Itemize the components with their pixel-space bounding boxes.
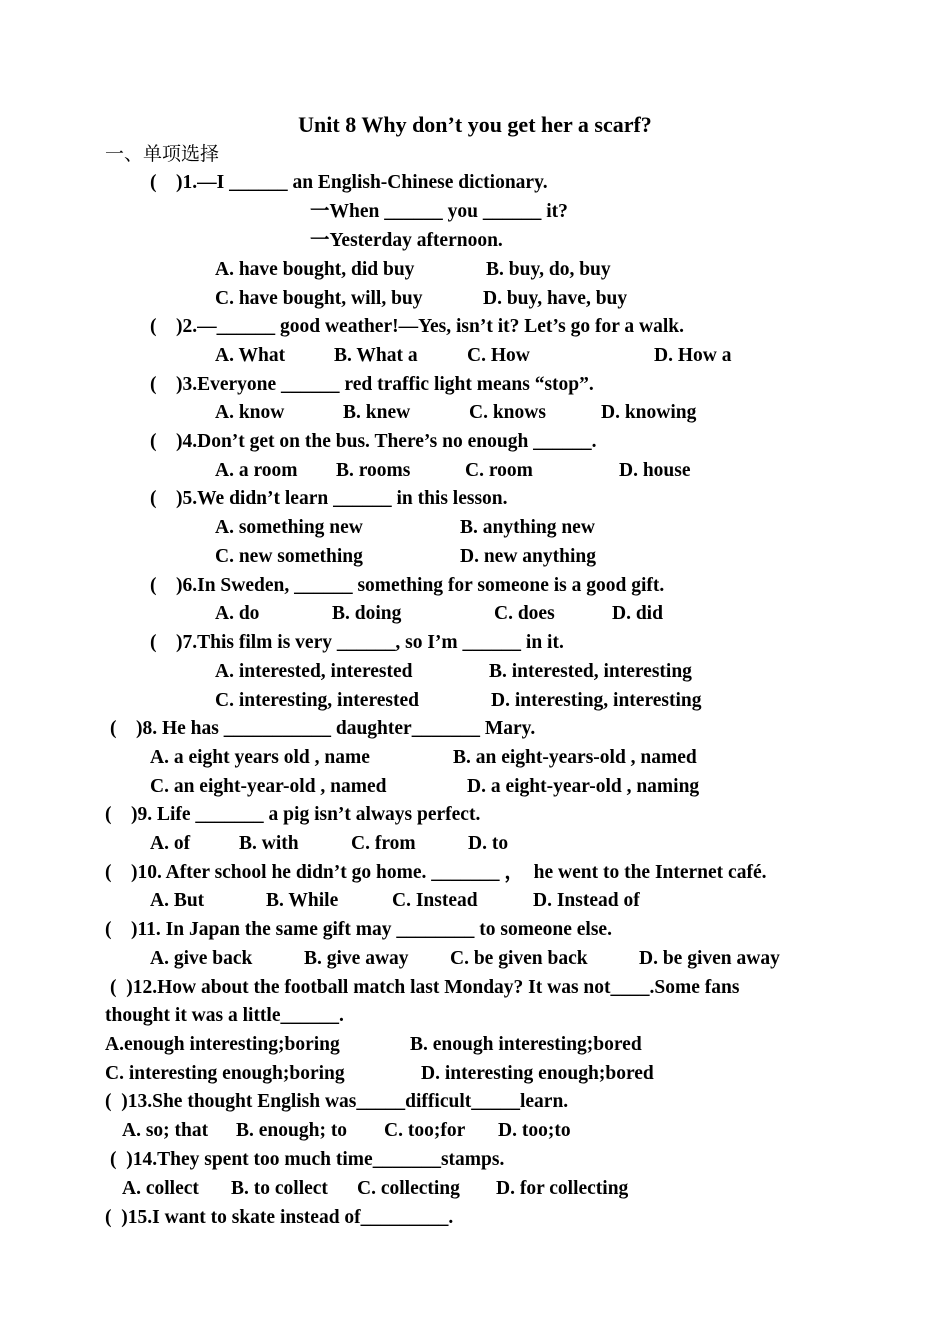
- option-b: B. doing: [332, 603, 402, 624]
- option-d: D. too;to: [498, 1120, 571, 1141]
- option-c: C. Instead: [392, 890, 478, 911]
- option-c: C. knows: [469, 402, 546, 423]
- question-9-stem: ( )9. Life _______ a pig isn’t always perfect.: [105, 804, 481, 825]
- option-a: A. give back: [150, 948, 253, 969]
- option-a: A. a eight years old , name: [150, 747, 370, 768]
- option-c: C. from: [351, 833, 416, 854]
- question-8-stem: ( )8. He has ___________ daughter_______ Mary.: [110, 718, 536, 739]
- question-1-stem: ( )1.—I ______ an English-Chinese dictionary.: [150, 172, 548, 193]
- option-c: C. have bought, will, buy: [215, 288, 423, 309]
- option-a: A. collect: [122, 1178, 199, 1199]
- option-d: D. interesting, interesting: [491, 690, 702, 711]
- option-b: B. give away: [304, 948, 409, 969]
- option-a: A. do: [215, 603, 260, 624]
- option-c: C. interesting enough;boring: [105, 1063, 345, 1084]
- option-b: B. enough; to: [236, 1120, 348, 1141]
- question-5-stem: ( )5.We didn’t learn ______ in this lesson.: [150, 488, 508, 509]
- option-d: D. buy, have, buy: [483, 288, 628, 309]
- option-d: D. house: [619, 460, 691, 481]
- option-b: B. to collect: [231, 1178, 328, 1199]
- option-b: B. enough interesting;bored: [410, 1034, 642, 1055]
- option-d: D. knowing: [601, 402, 697, 423]
- option-d: D. How a: [654, 345, 732, 366]
- option-c: C. too;for: [384, 1120, 466, 1141]
- option-d: D. be given away: [639, 948, 780, 969]
- question-6-stem: ( )6.In Sweden, ______ something for someone is a good gift.: [150, 575, 665, 596]
- option-b: B. rooms: [336, 460, 411, 481]
- option-a: A. But: [150, 890, 205, 911]
- option-c: C. collecting: [357, 1178, 460, 1199]
- option-a: A. know: [215, 402, 285, 423]
- question-4-stem: ( )4.Don’t get on the bus. There’s no enough ______.: [150, 431, 597, 452]
- option-c: C. interesting, interested: [215, 690, 419, 711]
- option-d: D. to: [468, 833, 509, 854]
- option-a: A. What: [215, 345, 286, 366]
- section-heading: 一、单项选择: [105, 143, 220, 165]
- option-a: A. something new: [215, 517, 363, 538]
- option-a: A. a room: [215, 460, 298, 481]
- option-a: A. interested, interested: [215, 661, 413, 682]
- option-a: A. have bought, did buy: [215, 259, 415, 280]
- question-3-stem: ( )3.Everyone ______ red traffic light means “stop”.: [150, 374, 594, 395]
- option-b: B. buy, do, buy: [486, 259, 611, 280]
- option-b: B. an eight-years-old , named: [453, 747, 697, 768]
- option-b: B. What a: [334, 345, 418, 366]
- option-d: D. a eight-year-old , naming: [467, 776, 700, 797]
- option-b: B. interested, interesting: [489, 661, 692, 682]
- option-a: A.enough interesting;boring: [105, 1034, 340, 1055]
- option-b: B. anything new: [460, 517, 595, 538]
- option-d: D. new anything: [460, 546, 596, 567]
- question-15-stem: ( )15.I want to skate instead of_________.: [105, 1207, 454, 1228]
- option-c: C. an eight-year-old , named: [150, 776, 387, 797]
- option-b: B. knew: [343, 402, 411, 423]
- question-1-dialogue-line: 一When ______ you ______ it?: [310, 201, 568, 222]
- option-c: C. be given back: [450, 948, 588, 969]
- option-c: C. does: [494, 603, 555, 624]
- page-title: Unit 8 Why don’t you get her a scarf?: [298, 112, 652, 137]
- question-7-stem: ( )7.This film is very ______, so I’m ______ in it.: [150, 632, 564, 653]
- question-2-stem: ( )2.—______ good weather!—Yes, isn’t it? Let’s go for a walk.: [150, 316, 685, 337]
- option-a: A. so; that: [122, 1120, 209, 1141]
- question-11-stem: ( )11. In Japan the same gift may ________ to someone else.: [105, 919, 612, 940]
- question-12-stem-continued: thought it was a little______.: [105, 1005, 344, 1026]
- question-13-stem: ( )13.She thought English was_____difficult_____learn.: [105, 1091, 569, 1112]
- option-b: B. with: [239, 833, 299, 854]
- option-d: D. did: [612, 603, 663, 624]
- question-1-dialogue-line: 一Yesterday afternoon.: [310, 230, 503, 251]
- option-d: D. interesting enough;bored: [421, 1063, 654, 1084]
- option-d: D. for collecting: [496, 1178, 629, 1199]
- question-14-stem: ( )14.They spent too much time_______stamps.: [110, 1149, 505, 1170]
- option-c: C. room: [465, 460, 533, 481]
- question-12-stem: ( )12.How about the football match last Monday? It was not____.Some fans: [110, 977, 740, 998]
- option-c: C. new something: [215, 546, 363, 567]
- option-a: A. of: [150, 833, 191, 854]
- option-b: B. While: [266, 890, 339, 911]
- question-10-stem: ( )10. After school he didn’t go home. _______ ， he went to the Internet café.: [105, 862, 767, 883]
- option-d: D. Instead of: [533, 890, 640, 911]
- option-c: C. How: [467, 345, 530, 366]
